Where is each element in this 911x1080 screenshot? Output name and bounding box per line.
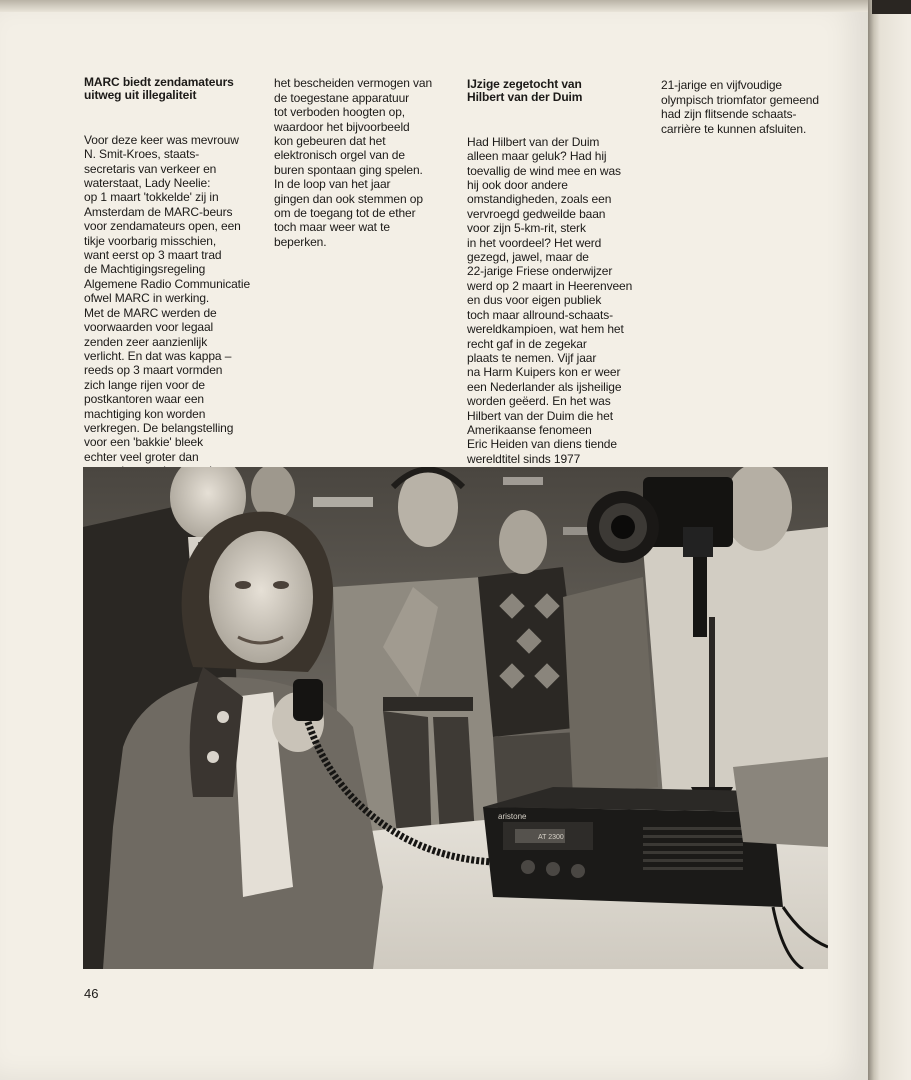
article-marc-heading: MARC biedt zendamateurs uitweg uit illegaliteit	[84, 75, 234, 103]
article-marc-body-1: Voor deze keer was mevrouw N. Smit-Kroes, staats- secretaris van verkeer en waterstaat, Lady Neelie: op 1 maart 'tokkelde' zij in Amsterdam de MARC-beurs voor zendamateurs open, een tikje voorbarig misschien, want eerst op 3 maart trad de Machtigingsregeling Algemene Radio Communicatie ofwel MARC in werking. Met de MARC werden de voorwaarden voor legaal zenden zeer aanzienlijk verlicht. En dat was kappa – reeds op 3 maart vormden zich lange rijen voor de postkantoren waar een machtiging kon worden verkregen. De belangstelling voor een 'bakkie' bleek echter veel groter dan	[84, 132, 251, 464]
article-duim-column-1	[467, 64, 647, 495]
page-number: 46	[84, 986, 99, 1001]
article-marc-body-2: het bescheiden vermogen van de toegestane apparatuur tot verboden hoogten op, waardoor het bijvoorbeeld kon gebeuren dat het elektronisch orgel van de buren spontaan ging spelen. In de loop van het jaar gingen dan ook stemmen op om de toegang tot de ether toch maar weer wat te beperken.	[274, 76, 433, 249]
photo-illustration	[83, 467, 828, 969]
article-marc-column-2	[274, 62, 454, 264]
radio-brand-label: aristone	[498, 812, 527, 821]
binding-edge	[868, 0, 911, 1080]
radio-model-label: AT 2300	[538, 834, 564, 841]
article-duim-body-2: 21-jarige en vijfvoudige olympisch triomfator gemeend had zijn flitsende schaats- carrière te kunnen afsluiten.	[661, 78, 819, 136]
article-marc-column-1	[84, 62, 274, 493]
article-duim-body-1: Had Hilbert van der Duim alleen maar geluk? Had hij toevallig de wind mee en was hij ook door andere omstandigheden, zoals een vervroegd gedweilde baan voor zijn 5-km-rit, sterk in het voordeel? Het werd gezegd, jawel, maar de 22-jarige Friese onderwijzer werd op 2 maart in Heerenveen en dus voor eigen publiek toch maar allround-schaats- wereldkampioen, wat hem het recht gaf in de zegekar plaats te nemen. Vijf jaar na Harm Kuipers kon er weer een Nederlander als ijsheilige worden geëerd. En het was Hilbert van der Duim die het Amerikaanse fenomeen Eric Heiden van diens tiende wereldtitel sinds 1977	[467, 134, 633, 466]
article-duim-column-2	[661, 64, 841, 150]
page-top-edge	[0, 0, 911, 12]
binding-edge-top	[872, 0, 911, 14]
news-photo-marc-fair	[83, 467, 828, 969]
article-duim-heading: IJzige zegetocht van Hilbert van der Duim	[467, 77, 583, 105]
